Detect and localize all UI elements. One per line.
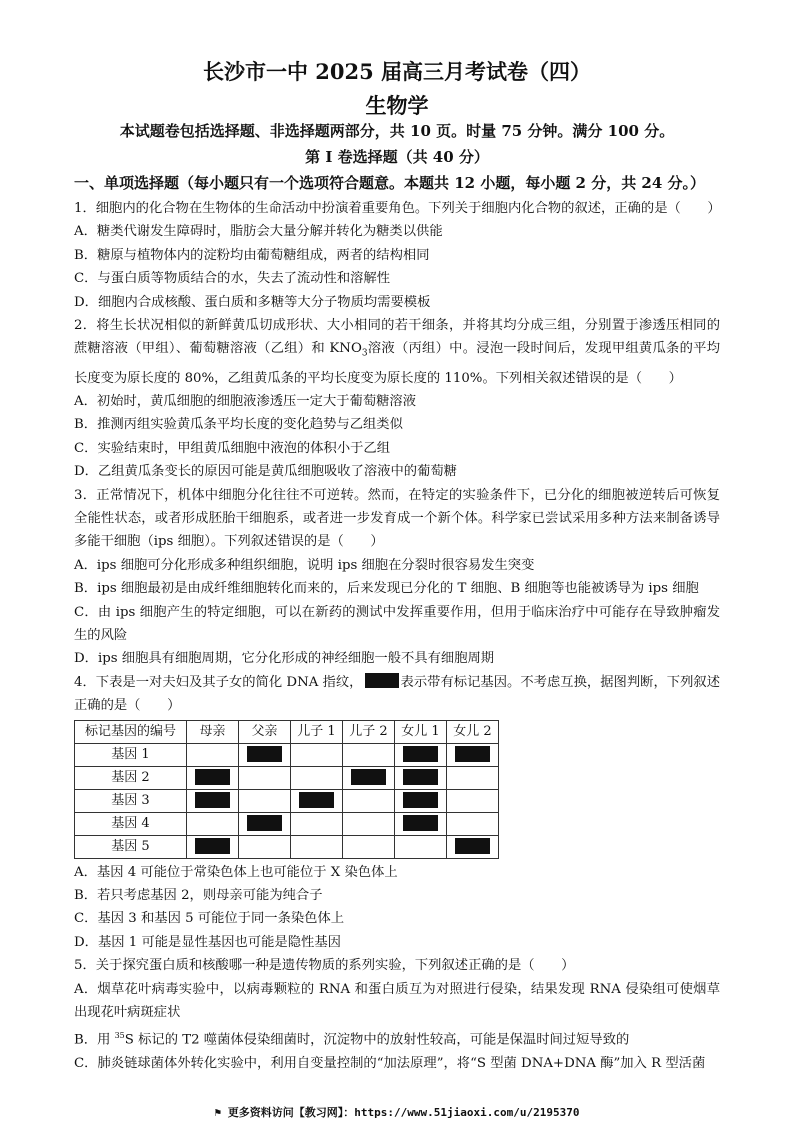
q1-option-a: A．糖类代谢发生障碍时，脂肪会大量分解并转化为糖类以供能 — [74, 224, 443, 240]
q1-option-c: C．与蛋白质等物质结合的水，失去了流动性和溶解性 — [74, 271, 391, 287]
q3-stem: 3．正常情况下，机体中细胞分化往往不可逆转。然而，在特定的实验条件下，已分化的细胞被逆转后可恢复全能性状态，或者形成胚胎干细胞系，或者进一步发育成一个新个体。科学家已尝试采用多种方法来制备诱导多能干细胞（ips 细胞）。下列叙述错误的是（ ） — [74, 487, 720, 550]
q2-stem-subscript: 3 — [361, 349, 368, 360]
q4-option-b: B．若只考虑基因 2，则母亲可能为纯合子 — [74, 888, 323, 903]
table-cell — [343, 766, 395, 789]
table-header-cell: 标记基因的编号 — [75, 720, 187, 743]
q3-option-a: A．ips 细胞可分化形成多种组织细胞，说明 ips 细胞在分裂时很容易发生突变 — [74, 557, 535, 573]
table-cell — [343, 743, 395, 766]
q5-option-b-part1: B．用 — [74, 1032, 115, 1048]
table-cell — [343, 789, 395, 812]
row-label: 基因 3 — [75, 789, 187, 812]
table-cell — [395, 789, 447, 812]
table-cell — [447, 743, 499, 766]
marker-block — [195, 792, 230, 808]
footer-text: 更多资料访问【教习网】：https://www.51jiaoxi.com/u/2195370 — [227, 1106, 580, 1119]
q5-option-c: C．肺炎链球菌体外转化实验中，利用自变量控制的“加法原理”，将“S 型菌 DNA+DNA 酶”加入 R 型活菌 — [74, 1056, 706, 1072]
part-title: 第 I 卷选择题（共 40 分） — [305, 148, 489, 166]
table-row — [75, 766, 499, 789]
marker-block — [351, 769, 386, 785]
table-cell — [187, 789, 239, 812]
q5-option-b-superscript: 35 — [114, 1031, 125, 1041]
row-label: 基因 1 — [75, 743, 187, 766]
q1-option-b: B．糖原与植物体内的淀粉均由葡萄糖组成，两者的结构相同 — [74, 247, 430, 263]
marker-block — [299, 792, 334, 808]
subject-title: 生物学 — [365, 93, 429, 118]
table-cell — [395, 743, 447, 766]
table-cell — [291, 743, 343, 766]
table-header-row — [75, 720, 499, 743]
table-cell — [239, 835, 291, 858]
table-cell — [239, 766, 291, 789]
table-header-cell: 女儿 1 — [395, 720, 447, 743]
table-header-cell: 儿子 2 — [343, 720, 395, 743]
table-header-cell: 母亲 — [187, 720, 239, 743]
table-cell — [395, 812, 447, 835]
marker-block — [455, 746, 490, 762]
table-cell — [291, 766, 343, 789]
table-cell — [343, 812, 395, 835]
marker-block — [247, 746, 282, 762]
marker-block — [195, 838, 230, 854]
marker-block — [403, 769, 438, 785]
row-label: 基因 5 — [75, 835, 187, 858]
q5-option-a: A．烟草花叶病毒实验中，以病毒颗粒的 RNA 和蛋白质互为对照进行侵染，结果发现 RNA 侵染组可使烟草出现花叶病斑症状 — [74, 981, 720, 1021]
q4-stem-part2: 表示带有标记基因。不考虑互换，据图判断，下列叙述正确的是（ ） — [74, 674, 721, 714]
table-row — [75, 789, 499, 812]
table-header-cell: 儿子 1 — [291, 720, 343, 743]
table-cell — [395, 766, 447, 789]
table-cell — [291, 812, 343, 835]
question-body — [74, 170, 720, 1076]
q2-option-c: C．实验结束时，甲组黄瓜细胞中液泡的体积小于乙组 — [74, 440, 391, 456]
table-cell — [239, 812, 291, 835]
table-header-cell: 女儿 2 — [447, 720, 499, 743]
q5-option-b — [74, 1024, 720, 1052]
table-header-cell: 父亲 — [239, 720, 291, 743]
q2-option-b: B．推测丙组实验黄瓜条平均长度的变化趋势与乙组类似 — [74, 417, 403, 433]
q3-option-c: C．由 ips 细胞产生的特定细胞，可以在新药的测试中发挥重要作用，但用于临床治疗中可能存在导致肿瘤发生的风险 — [74, 604, 720, 643]
table-cell — [447, 812, 499, 835]
q2-stem — [74, 314, 720, 390]
q2-stem-part1: 2．将生长状况相似的新鲜黄瓜切成形状、大小相同的若干细条，并将其均分成三组，分别置于渗透压相同的蔗糖溶液（甲组）、葡萄糖溶液（乙组）和 KNO — [74, 318, 720, 357]
q4-option-d: D．基因 1 可能是显性基因也可能是隐性基因 — [74, 934, 341, 950]
marker-block-legend — [365, 673, 399, 688]
exam-title: 长沙市一中 2025 届高三月考试卷（四） — [202, 59, 592, 84]
table-row — [75, 812, 499, 835]
table-cell — [447, 789, 499, 812]
q5-stem: 5．关于探究蛋白质和核酸哪一种是遗传物质的系列实验，下列叙述正确的是（ ） — [74, 958, 575, 974]
table-cell — [291, 789, 343, 812]
marker-block — [247, 815, 282, 831]
table-cell — [187, 835, 239, 858]
table-cell — [447, 766, 499, 789]
q2-option-d: D．乙组黄瓜条变长的原因可能是黄瓜细胞吸收了溶液中的葡萄糖 — [74, 464, 457, 480]
footer-link[interactable] — [0, 1104, 794, 1120]
q1-stem: 1．细胞内的化合物在生物体的生命活动中扮演着重要角色。下列关于细胞内化合物的叙述，正确的是（ ） — [74, 201, 721, 216]
q5-option-b-part2: S 标记的 T2 噬菌体侵染细菌时，沉淀物中的放射性较高，可能是保温时间过短导致的 — [124, 1032, 630, 1048]
table-cell — [187, 812, 239, 835]
table-row — [75, 743, 499, 766]
q4-stem — [74, 671, 720, 718]
marker-block — [195, 769, 230, 785]
q4-stem-part1: 4．下表是一对夫妇及其子女的简化 DNA 指纹， — [74, 674, 363, 690]
marker-block — [403, 746, 438, 762]
section-title: 一、单项选择题（每小题只有一个选项符合题意。本题共 12 小题，每小题 2 分，共 24 分。） — [74, 174, 706, 192]
row-label: 基因 4 — [75, 812, 187, 835]
q3-option-d: D．ips 细胞具有细胞周期，它分化形成的神经细胞一般不具有细胞周期 — [74, 651, 495, 667]
q4-option-a: A．基因 4 可能位于常染色体上也可能位于 X 染色体上 — [74, 864, 398, 880]
q3-option-b: B．ips 细胞最初是由成纤维细胞转化而来的，后来发现已分化的 T 细胞、B 细胞等也能被诱导为 ips 细胞 — [74, 581, 699, 597]
row-label: 基因 2 — [75, 766, 187, 789]
table-cell — [395, 835, 447, 858]
flag-icon: ⚑ — [214, 1106, 228, 1119]
table-cell — [291, 835, 343, 858]
q4-option-c: C．基因 3 和基因 5 可能位于同一条染色体上 — [74, 911, 345, 927]
table-row — [75, 835, 499, 858]
marker-block — [455, 838, 490, 854]
table-cell — [187, 766, 239, 789]
table-cell — [239, 789, 291, 812]
table-cell — [447, 835, 499, 858]
exam-info: 本试题卷包括选择题、非选择题两部分，共 10 页。时量 75 分钟。满分 100 分。 — [119, 122, 675, 140]
dna-fingerprint-table — [74, 720, 499, 859]
table-cell — [343, 835, 395, 858]
table-cell — [187, 743, 239, 766]
q2-stem-part2: 溶液（丙组）中。浸泡一段时间后，发现甲组黄瓜条的平均长度变为原长度的 80%，乙组黄瓜条的平均长度变为原长度的 110%。下列相关叙述错误的是（ ） — [74, 341, 720, 386]
marker-block — [403, 792, 438, 808]
marker-block — [403, 815, 438, 831]
q1-option-d: D．细胞内合成核酸、蛋白质和多糖等大分子物质均需要模板 — [74, 294, 431, 310]
q2-option-a: A．初始时，黄瓜细胞的细胞液渗透压一定大于葡萄糖溶液 — [74, 393, 417, 409]
table-cell — [239, 743, 291, 766]
